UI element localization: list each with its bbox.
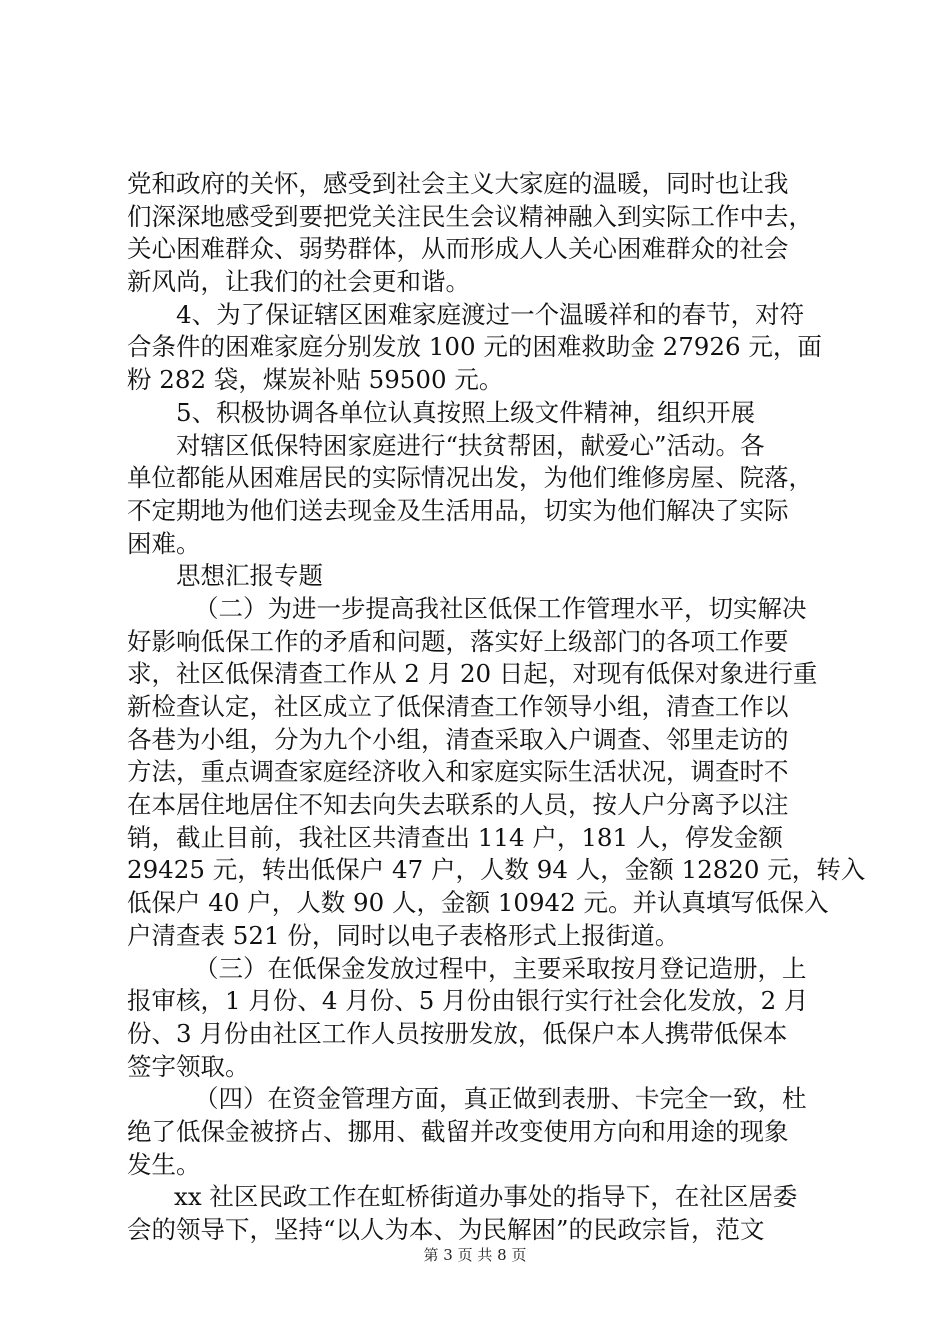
text-line: 困难。 (127, 528, 201, 558)
text-line: （四）在资金管理方面，真正做到表册、卡完全一致，杜 (194, 1084, 807, 1114)
text-line: 4、为了保证辖区困难家庭渡过一个温暖祥和的春节，对符 (176, 299, 805, 329)
text-line: （二）为进一步提高我社区低保工作管理水平，切实解决 (194, 593, 807, 623)
text-line: 党和政府的关怀，感受到社会主义大家庭的温暖，同时也让我 (127, 169, 789, 198)
text-line: 份、3 月份由社区工作人员按册发放，低保户本人携带低保本 (127, 1018, 788, 1048)
text-line: 发生。 (127, 1149, 201, 1179)
text-line: 低保户 40 户，人数 90 人，金额 10942 元。并认真填写低保入 (127, 888, 829, 918)
text-line: 在本居住地居住不知去向失去联系的人员，按人户分离予以注 (127, 790, 789, 820)
text-line: 不定期地为他们送去现金及生活用品，切实为他们解决了实际 (127, 495, 789, 525)
text-line: 绝了低保金被挤占、挪用、截留并改变使用方向和用途的现象 (127, 1116, 789, 1146)
text-line: 求，社区低保清查工作从 2 月 20 日起，对现有低保对象进行重 (127, 659, 818, 689)
page-number-footer: 第 3 页 共 8 页 (423, 1246, 527, 1264)
text-line: 粉 282 袋，煤炭补贴 59500 元。 (127, 365, 504, 395)
text-line: 好影响低保工作的矛盾和问题，落实好上级部门的各项工作要 (127, 626, 789, 656)
text-line: xx 社区民政工作在虹桥街道办事处的指导下，在社区居委 (174, 1182, 798, 1212)
text-line: （三）在低保金发放过程中，主要采取按月登记造册，上 (194, 953, 807, 983)
text-line: 新风尚，让我们的社会更和谐。 (127, 267, 470, 297)
text-line: 方法，重点调查家庭经济收入和家庭实际生活状况，调查时不 (127, 757, 789, 787)
text-line: 们深深地感受到要把党关注民生会议精神融入到实际工作中去， (127, 201, 813, 231)
text-line: 5、积极协调各单位认真按照上级文件精神，组织开展 (176, 397, 756, 427)
text-line: 签字领取。 (127, 1051, 250, 1081)
text-line: 对辖区低保特困家庭进行“扶贫帮困，献爱心”活动。各 (176, 430, 765, 460)
text-line: 关心困难群众、弱势群体，从而形成人人关心困难群众的社会 (127, 234, 789, 264)
text-line: 各巷为小组，分为九个小组，清查采取入户调查、邻里走访的 (127, 724, 789, 754)
text-line: 合条件的困难家庭分别发放 100 元的困难救助金 27926 元，面 (127, 332, 822, 362)
text-line: 新检查认定，社区成立了低保清查工作领导小组，清查工作以 (127, 692, 789, 721)
text-line: 29425 元，转出低保户 47 户，人数 94 人，金额 12820 元，转入 (127, 855, 866, 885)
text-line: 销，截止目前，我社区共清查出 114 户，181 人，停发金额 (127, 822, 783, 852)
text-line: 单位都能从困难居民的实际情况出发，为他们维修房屋、院落， (127, 463, 813, 493)
section-heading: 思想汇报专题 (176, 561, 323, 591)
text-line: 报审核，1 月份、4 月份、5 月份由银行实行社会化发放，2 月 (127, 986, 809, 1016)
text-line: 户清查表 521 份，同时以电子表格形式上报街道。 (127, 920, 680, 950)
text-line: 会的领导下，坚持“以人为本、为民解困”的民政宗旨，范文 (127, 1215, 765, 1244)
document-body (127, 168, 866, 1247)
